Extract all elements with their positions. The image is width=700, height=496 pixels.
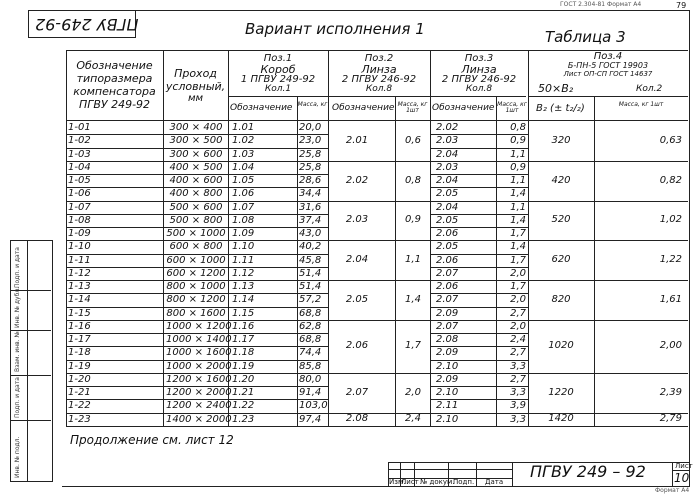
row-line [430,148,528,149]
group-line [328,373,430,374]
cell-code: 1-13 [68,281,91,292]
cell-dn: 1000 × 1400 [166,334,232,345]
cell-m3: 2,0 [510,320,526,332]
group-m2: 2,0 [405,386,421,398]
cell-dn: 500 × 1000 [166,228,226,239]
row-line [228,187,328,188]
row-line [228,320,328,321]
cell-pos1: 1.01 [232,122,255,133]
cell-pos1: 1.22 [232,400,255,412]
bottom-small: Формат А4 [655,487,690,494]
cell-m3: 3,9 [510,400,526,412]
cell-pos1: 1.03 [232,148,255,160]
side-label-3: Взам. инв. № [14,331,21,372]
cell-code: 1-12 [68,267,91,279]
cell-dn: 1200 × 2000 [166,387,232,398]
row-line [430,187,528,188]
group-line [528,201,688,202]
cell-dn: 800 × 1200 [166,294,226,306]
cell-m3: 1,4 [510,188,526,200]
cell-code: 1-19 [68,360,91,372]
row-line [430,346,528,347]
cell-dn: 400 × 600 [169,175,223,186]
group-m2: 1,1 [405,254,421,266]
top-code-box [28,10,139,38]
cell-code: 1-18 [68,347,91,359]
top-right-small: ГОСТ 2.304-81 Формат А4 [560,1,642,8]
cell-m3: 3,3 [510,387,526,398]
row-line [66,346,228,347]
cell-code: 1-22 [68,400,91,412]
cell-m1: 34,4 [299,188,322,200]
cell-pos1: 1.12 [232,267,255,279]
row-line [66,148,228,149]
row-line [430,280,528,281]
cell-m1: 68,8 [299,334,322,345]
cell-pos3: 2.05 [436,214,459,226]
row-line [228,254,328,255]
cell-code: 1-15 [68,307,91,319]
row-line [228,148,328,149]
cell-m3: 2,7 [510,347,526,359]
sub-mass-1: Масса, кг [297,101,328,108]
cell-code: 1-21 [68,387,91,398]
group-line [328,413,430,414]
cell-m3: 2,0 [510,294,526,306]
variant-title: Вариант исполнения 1 [245,20,425,38]
cell-pos3: 2.05 [436,188,459,200]
cell-pos1: 1.18 [232,347,255,359]
cell-m1: 68,8 [299,307,322,319]
row-line [66,254,228,255]
group-b2: 1020 [548,340,574,352]
cell-pos1: 1.02 [232,135,255,147]
cell-dn: 1000 × 2000 [166,360,232,372]
cell-dn: 1000 × 1600 [166,347,232,359]
row-line [228,360,328,361]
cell-m1: 80,0 [299,373,322,385]
row-line [66,240,228,241]
cell-m3: 0,9 [510,161,526,173]
cell-pos3: 2.07 [436,294,459,306]
sub-designation-2: Обозначение [332,103,395,113]
row-line [228,346,328,347]
cell-dn: 600 × 1200 [166,267,226,279]
row-line [228,214,328,215]
cell-dn: 1000 × 1200 [166,320,232,332]
row-line [228,293,328,294]
cell-dn: 400 × 500 [169,161,223,173]
cell-pos1: 1.09 [232,228,255,239]
frame-top [62,10,690,11]
top-code: ПГВУ 249-92 [35,15,139,34]
cell-pos3: 2.07 [436,320,459,332]
group-m4: 2,00 [659,340,682,352]
group-line [528,373,688,374]
cell-m3: 1,1 [510,201,526,213]
cell-code: 1-20 [68,373,91,385]
group-line [328,320,430,321]
row-line [430,134,528,135]
cell-dn: 500 × 800 [169,214,223,226]
sub-mass-4: Масса, кг 1шт [618,101,664,108]
sub-designation-3: Обозначение [432,103,495,113]
cell-pos3: 2.06 [436,281,459,292]
cell-code: 1-03 [68,148,91,160]
row-line [430,333,528,334]
cell-m3: 1,7 [510,254,526,266]
group-pos2: 2.01 [345,134,369,146]
group-b2: 420 [551,174,571,186]
cell-pos1: 1.08 [232,214,255,226]
cell-m1: 37,4 [299,214,322,226]
group-line [528,240,688,241]
row-line [66,161,228,162]
cell-dn: 800 × 1600 [166,307,226,319]
row-line [66,320,228,321]
cell-dn: 1200 × 2400 [166,400,232,412]
frame-right [689,10,690,486]
cell-pos1: 1.23 [232,413,255,425]
side-label-5: Подп. и дата [14,247,21,288]
row-line [228,386,328,387]
cell-pos1: 1.04 [232,161,255,173]
footer-note: Продолжение см. лист 12 [70,433,234,447]
row-line [430,307,528,308]
row-line [228,201,328,202]
row-line [228,280,328,281]
row-line [228,240,328,241]
group-m4: 2,39 [659,386,682,398]
group-pos2: 2.04 [345,254,369,266]
group-m4: 1,02 [659,214,682,226]
row-line [430,240,528,241]
cell-dn: 300 × 600 [169,148,223,160]
row-line [228,267,328,268]
cell-pos3: 2.10 [436,413,459,425]
cell-pos3: 2.07 [436,267,459,279]
cell-m3: 0,9 [510,135,526,147]
cell-code: 1-01 [68,122,91,133]
sub-b2: B₂ (± t₂/₂) [536,103,585,114]
cell-pos3: 2.10 [436,387,459,398]
cell-code: 1-10 [68,241,91,253]
row-line [66,280,228,281]
page-corner: 79 [676,1,687,10]
row-line [66,201,228,202]
row-line [66,187,228,188]
cell-pos3: 2.05 [436,241,459,253]
cell-code: 1-08 [68,214,91,226]
sub-mass-2: Масса, кг 1шт [397,101,428,114]
row-line [228,134,328,135]
sheet-number: 10 [674,471,690,485]
sub-mass-3: Масса, кг 1шт [497,101,527,114]
row-line [228,413,328,414]
cell-m1: 43,0 [299,228,322,239]
cell-pos1: 1.17 [232,334,255,345]
cell-m1: 45,8 [299,254,322,266]
row-line [228,161,328,162]
group-m2: 0,9 [405,214,421,226]
group-b2: 1220 [548,386,574,398]
cell-pos1: 1.05 [232,175,255,186]
group-m4: 0,63 [659,134,682,146]
cell-m3: 1,4 [510,241,526,253]
group-line [328,280,430,281]
cell-m1: 97,4 [299,413,322,425]
cell-m1: 85,8 [299,360,322,372]
row-line [66,399,228,400]
cell-m3: 0,8 [510,122,526,133]
group-line [528,161,688,162]
row-line [66,373,228,374]
cell-m3: 2,4 [510,334,526,345]
group-line [528,280,688,281]
cell-pos1: 1.15 [232,307,255,319]
row-line [430,360,528,361]
side-stamp-inner [27,240,53,482]
cell-code: 1-23 [68,413,91,425]
row-line [430,174,528,175]
row-line [228,399,328,400]
cell-m1: 40,2 [299,241,322,253]
row-line [430,413,528,414]
row-line [228,227,328,228]
cell-dn: 1200 × 1600 [166,373,232,385]
group-m4: 2,79 [659,413,682,425]
cell-pos3: 2.04 [436,175,459,186]
cell-m3: 2,7 [510,307,526,319]
cell-pos3: 2.08 [436,334,459,345]
row-line [66,360,228,361]
row-line [430,161,528,162]
row-line [228,333,328,334]
cell-m1: 57,2 [299,294,322,306]
cell-code: 1-04 [68,161,91,173]
cell-m3: 1,4 [510,214,526,226]
cell-pos3: 2.04 [436,201,459,213]
row-line [430,267,528,268]
cell-dn: 500 × 600 [169,201,223,213]
group-b2: 1420 [548,413,574,425]
cell-code: 1-09 [68,228,91,239]
cell-dn: 300 × 500 [169,135,223,147]
group-m4: 0,82 [659,174,682,186]
row-line [228,174,328,175]
row-line [430,386,528,387]
row-line [430,399,528,400]
cell-m3: 1,7 [510,228,526,239]
cell-dn: 600 × 800 [169,241,223,253]
cell-m1: 25,8 [299,161,322,173]
cell-m1: 103,0 [299,400,328,412]
cell-dn: 600 × 1000 [166,254,226,266]
cell-pos3: 2.10 [436,360,459,372]
cell-dn: 400 × 800 [169,188,223,200]
cell-m1: 62,8 [299,320,322,332]
row-line [66,293,228,294]
cell-pos3: 2.03 [436,135,459,147]
cell-pos1: 1.19 [232,360,255,372]
group-m2: 2,4 [405,413,421,425]
side-label-2: Подп. и дата [14,377,21,418]
group-line [328,161,430,162]
cell-m1: 74,4 [299,347,322,359]
cell-code: 1-16 [68,320,91,332]
cell-m1: 31,6 [299,201,322,213]
group-pos2: 2.07 [345,386,369,398]
frame-bottom [62,486,690,487]
cell-m3: 1,1 [510,175,526,186]
cell-pos3: 2.02 [436,122,459,133]
cell-pos1: 1.13 [232,281,255,292]
row-line [430,214,528,215]
group-pos2: 2.06 [345,340,369,352]
group-pos2: 2.02 [345,174,369,186]
row-line [430,293,528,294]
group-line [328,240,430,241]
cell-pos1: 1.06 [232,188,255,200]
row-line [430,373,528,374]
cell-code: 1-06 [68,188,91,200]
group-pos2: 2.05 [345,293,369,305]
cell-m1: 28,6 [299,175,322,186]
cell-m1: 51,4 [299,281,322,292]
cell-pos3: 2.06 [436,228,459,239]
cell-pos3: 2.04 [436,148,459,160]
group-line [528,413,688,414]
cell-m1: 20,0 [299,122,322,133]
cell-m3: 1,7 [510,281,526,292]
group-b2: 620 [551,254,571,266]
side-label-1: Инв. № подл. [14,436,21,478]
cell-pos3: 2.11 [436,400,459,412]
cell-dn: 800 × 1000 [166,281,226,292]
row-line [430,254,528,255]
row-line [66,227,228,228]
row-line [66,413,228,414]
sheet-label: Лист [675,462,693,470]
cell-pos1: 1.21 [232,387,255,398]
row-line [66,386,228,387]
cell-pos3: 2.06 [436,254,459,266]
cell-m3: 2,0 [510,267,526,279]
cell-dn: 300 × 400 [169,122,223,133]
cell-m1: 23,0 [299,135,322,147]
cell-pos1: 1.07 [232,201,255,213]
cell-code: 1-05 [68,175,91,186]
cell-code: 1-14 [68,294,91,306]
group-m2: 0,6 [405,134,421,146]
cell-pos1: 1.10 [232,241,255,253]
cell-m3: 1,1 [510,148,526,160]
side-label-4: Инв. № дубл. [14,286,21,328]
row-line [430,201,528,202]
cell-pos3: 2.09 [436,307,459,319]
row-line [66,307,228,308]
group-m2: 0,8 [405,174,421,186]
group-m4: 1,22 [659,254,682,266]
cell-m3: 2,7 [510,373,526,385]
cell-pos3: 2.03 [436,161,459,173]
row-line [66,267,228,268]
cell-pos1: 1.11 [232,254,255,266]
group-b2: 820 [551,293,571,305]
row-line [228,307,328,308]
cell-m3: 3,3 [510,360,526,372]
cell-pos3: 2.09 [436,373,459,385]
group-m4: 1,61 [659,293,682,305]
row-line [430,227,528,228]
stamp-code: ПГВУ 249 – 92 [530,462,646,481]
row-line [66,333,228,334]
cell-m3: 3,3 [510,413,526,425]
group-pos2: 2.08 [345,413,369,425]
group-pos2: 2.03 [345,214,369,226]
cell-m1: 51,4 [299,267,322,279]
sub-designation-1: Обозначение [230,103,293,113]
cell-dn: 1400 × 2000 [166,413,232,425]
group-m2: 1,4 [405,293,421,305]
row-line [66,214,228,215]
cell-pos1: 1.20 [232,373,255,385]
cell-pos1: 1.16 [232,320,255,332]
cell-code: 1-17 [68,334,91,345]
cell-code: 1-07 [68,201,91,213]
cell-m1: 25,8 [299,148,322,160]
group-line [328,201,430,202]
row-line [66,174,228,175]
row-line [430,320,528,321]
group-b2: 320 [551,134,571,146]
group-b2: 520 [551,214,571,226]
cell-code: 1-11 [68,254,91,266]
group-line [528,320,688,321]
row-line [66,134,228,135]
cell-code: 1-02 [68,135,91,147]
cell-pos3: 2.09 [436,347,459,359]
group-m2: 1,7 [405,340,421,352]
cell-pos1: 1.14 [232,294,255,306]
table-title: Таблица 3 [545,28,626,46]
cell-m1: 91,4 [299,387,322,398]
row-line [228,373,328,374]
